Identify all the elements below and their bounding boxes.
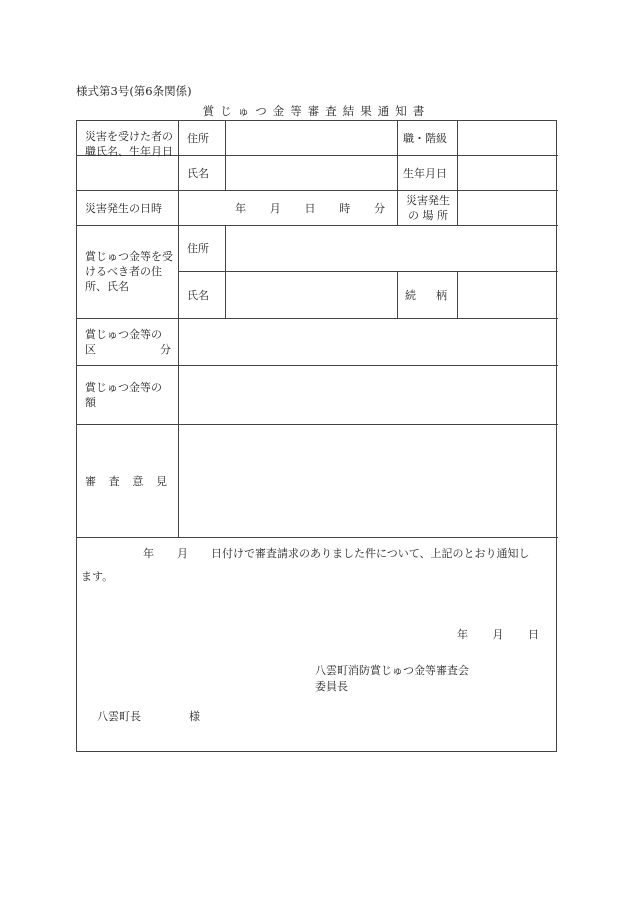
row-divider — [77, 537, 558, 538]
disaster-datetime-label: 災害発生の日時 — [85, 202, 162, 215]
row-divider — [77, 225, 558, 226]
column-divider — [397, 271, 398, 318]
column-divider — [225, 121, 226, 190]
council-name: 八雲町消防賞じゅつ金等審査会 — [315, 664, 469, 677]
victim-address-label: 住所 — [187, 132, 209, 145]
row-divider — [77, 190, 558, 191]
disaster-place-label: 災害発生 の 場 所 — [406, 194, 450, 222]
row-divider — [178, 271, 558, 272]
notice-year: 年 — [143, 547, 154, 560]
column-divider — [457, 271, 458, 318]
relationship-label: 続 柄 — [405, 289, 447, 302]
form-table — [76, 120, 557, 752]
disaster-datetime-units — [235, 201, 385, 216]
form-number: 様式第3号(第6条関係) — [76, 84, 192, 98]
victim-label: 災害を受けた者の職氏名、生年月日 — [85, 130, 173, 158]
notice-body-line2: ます。 — [81, 570, 114, 583]
column-divider — [178, 121, 179, 537]
notice-date: 年 月 日 — [457, 628, 539, 641]
position-label: 職・階級 — [403, 132, 447, 145]
recipient-label: 賞じゅつ金等を受けるべき者の住所、氏名 — [85, 250, 173, 293]
minute-unit: 分 — [374, 202, 385, 215]
recipient-address-label: 住所 — [187, 242, 209, 255]
chairperson-title: 委員長 — [315, 680, 348, 693]
hour-unit: 時 — [339, 202, 351, 215]
notice-body-line1: 日付けで審査請求のありました件について、上記のとおり通知し — [211, 547, 530, 560]
month-unit: 月 — [269, 202, 281, 215]
document-title: 賞じゅつ金等審査結果通知書 — [202, 104, 431, 118]
row-divider — [77, 365, 558, 366]
year-unit: 年 — [235, 202, 246, 215]
review-opinion-label: 審 査 意 見 — [85, 475, 167, 488]
amount-label: 賞じゅつ金等の 額 — [85, 381, 162, 409]
row-divider — [77, 318, 558, 319]
column-divider — [225, 225, 226, 318]
birth-date-label: 生年月日 — [403, 167, 447, 180]
category-label: 賞じゅつ金等の 区 分 — [85, 328, 171, 356]
addressee-honorific: 様 — [189, 710, 200, 723]
notice-month: 月 — [177, 547, 188, 560]
row-divider — [178, 155, 558, 156]
recipient-name-label: 氏名 — [187, 289, 209, 302]
column-divider — [397, 121, 398, 225]
row-divider — [77, 424, 558, 425]
day-unit: 日 — [304, 202, 316, 215]
victim-name-label: 氏名 — [187, 167, 209, 180]
column-divider — [457, 121, 458, 225]
addressee: 八雲町長 — [97, 710, 141, 723]
